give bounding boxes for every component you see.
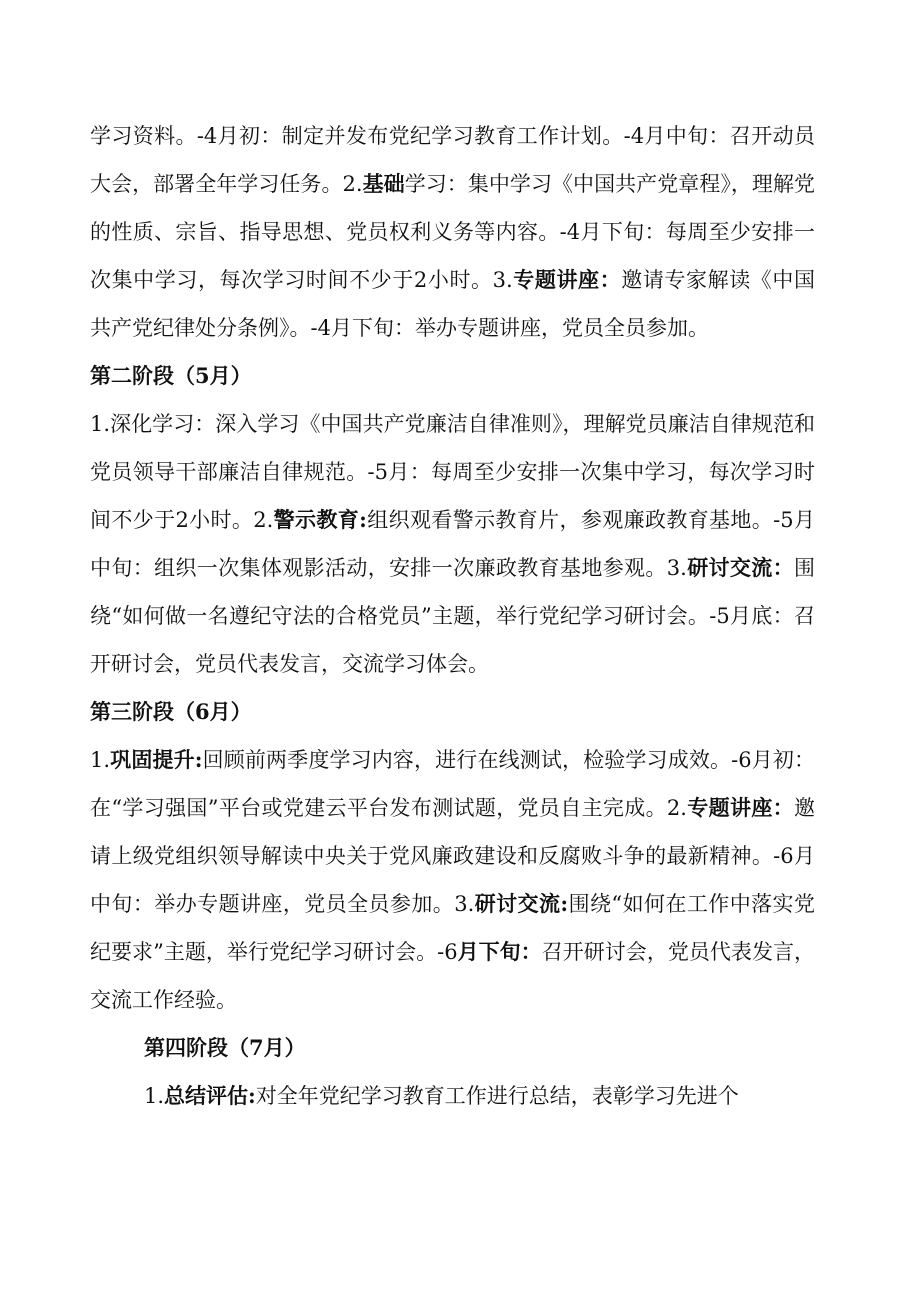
- item-text: 邀请上级党组织领导解读中央关于党风廉政建设和反腐败斗争的最新精神。-6月中旬：举办专题讲座，党员全员参加。: [90, 796, 815, 916]
- stage2-paragraph: [90, 400, 815, 688]
- item-number: 1.: [144, 1084, 165, 1108]
- stage3-paragraph: [90, 736, 815, 1024]
- item-number: 2.: [342, 172, 363, 196]
- item-text: 对全年党纪学习教育工作进行总结，表彰学习先进个: [255, 1084, 739, 1108]
- item-text: 组织观看警示教育片，参观廉政教育基地。-5月中旬：组织一次集体观影活动，安排一次廉政教育基地参观。: [90, 508, 815, 580]
- item-text: 学习：集中学习《中国共产党章程》，理解党的性质、宗旨、指导思想、党员权利义务等内容。-4月下旬：每周至少安排一次集中学习，每次学习时间不少于2小时。: [90, 172, 816, 292]
- item-text: 召开研讨会，党员代表发言，交流工作经验。: [90, 940, 815, 1012]
- document-body: [90, 112, 815, 1120]
- stage4-heading: 第四阶段（7月）: [144, 1035, 306, 1060]
- stage4-paragraph: [90, 1072, 815, 1120]
- intro-paragraph: [90, 112, 815, 352]
- item-number: 3.: [666, 556, 687, 580]
- intro-text: 学习资料。-4月初：制定并发布党纪学习教育工作计划。-4月中旬：召开动员大会，部署全年学习任务。: [90, 124, 815, 196]
- item-number: 1.: [90, 748, 111, 772]
- item-title: 研讨交流:: [474, 891, 569, 916]
- item-title: 总结评估:: [164, 1083, 256, 1108]
- item-number: 3.: [492, 268, 513, 292]
- item-text: 回顾前两季度学习内容，进行在线测试，检验学习成效。-6月初：在“学习强国”平台或党建云平台发布测试题，党员自主完成。: [90, 748, 815, 820]
- item-number: 2.: [253, 508, 274, 532]
- item-text: 1.深化学习：深入学习《中国共产党廉洁自律准则》，理解党员廉洁自律规范和党员领导干部廉洁自律规范。-5月：每周至少安排一次集中学习，每次学习时间不少于2小时。: [90, 412, 815, 532]
- item-number: 2.: [666, 796, 687, 820]
- item-title: 警示教育:: [273, 507, 367, 532]
- item-text: 邀请专家解读《中国共产党纪律处分条例》。-4月下旬：举办专题讲座，党员全员参加。: [90, 268, 815, 340]
- item-title: 月下旬：: [457, 939, 542, 964]
- item-title: 基础: [362, 171, 405, 196]
- item-number: 3.: [454, 892, 475, 916]
- item-text: 围绕“如何在工作中落实党纪要求”主题，举行党纪学习研讨会。-6: [90, 892, 815, 964]
- item-title: 专题讲座：: [512, 267, 622, 292]
- stage3-heading: 第三阶段（6月）: [90, 699, 252, 724]
- item-text: 围绕“如何做一名遵纪守法的合格党员”主题，举行党纪学习研讨会。-5月底：召开研讨会，党员代表发言，交流学习体会。: [90, 556, 816, 676]
- item-title: 研讨交流：: [686, 555, 795, 580]
- item-title: 巩固提升:: [110, 747, 203, 772]
- item-title: 专题讲座：: [686, 795, 794, 820]
- stage2-heading: 第二阶段（5月）: [90, 363, 252, 388]
